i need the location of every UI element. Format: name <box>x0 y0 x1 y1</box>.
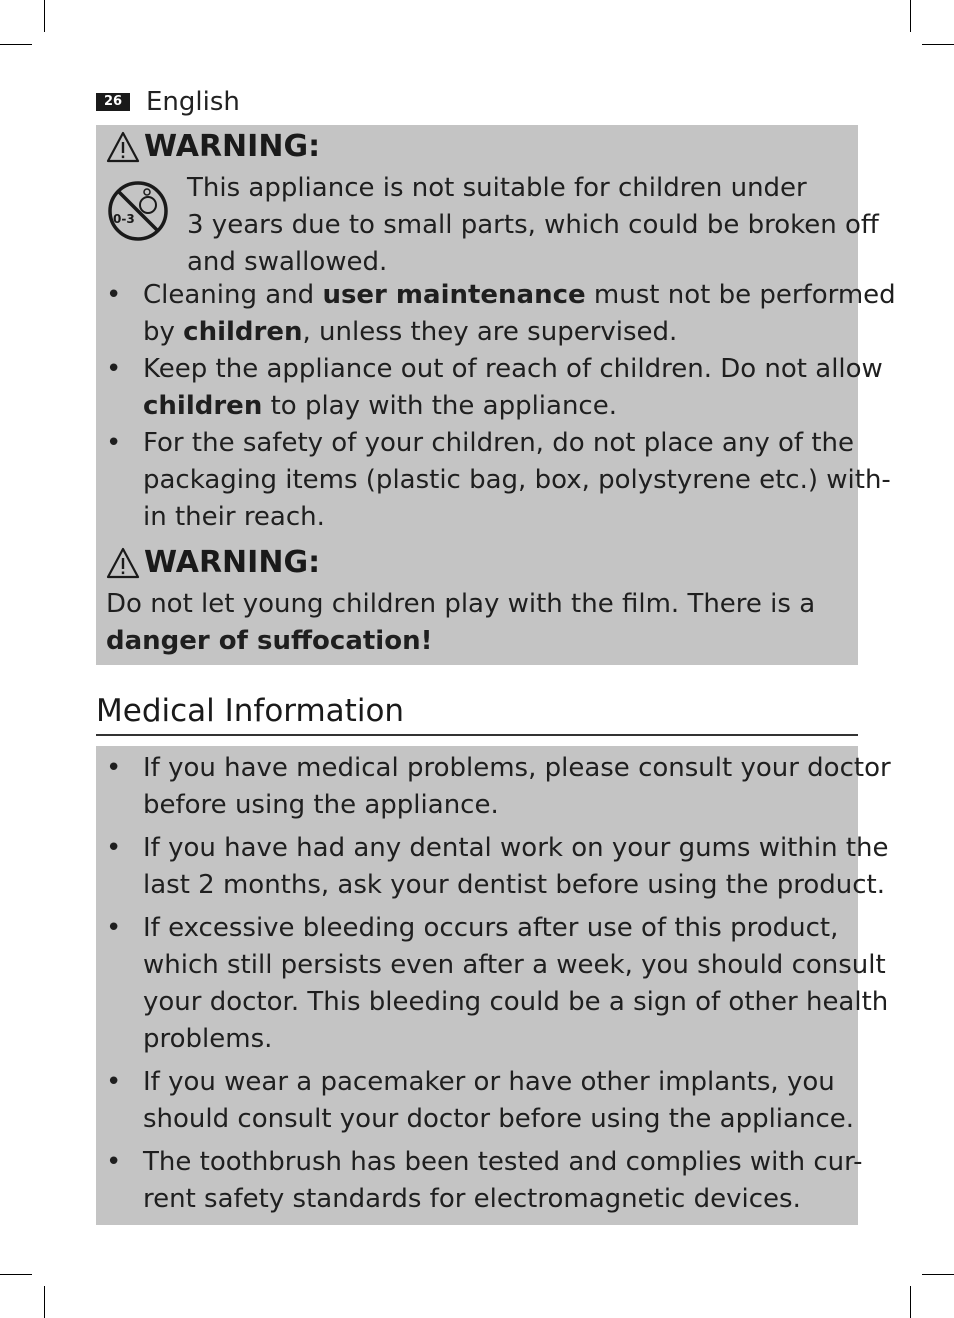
no-children-under-3-icon <box>106 179 170 243</box>
list-item-line: Keep the appliance out of reach of children. Do not allow <box>143 354 883 384</box>
language-label: English <box>146 87 240 117</box>
intro-line: and swallowed. <box>187 247 388 277</box>
list-item-line: For the safety of your children, do not place any of the <box>143 428 854 458</box>
warning-title: WARNING: <box>144 545 321 580</box>
list-item-line: If you wear a pacemaker or have other implants, you <box>143 1067 835 1097</box>
crop-mark <box>922 1274 954 1275</box>
crop-mark <box>922 44 954 45</box>
list-item-line: children to play with the appliance. <box>143 391 617 421</box>
warning-text: danger of suffocation! <box>106 626 433 656</box>
bullet: • <box>106 354 122 384</box>
crop-mark <box>44 1286 45 1318</box>
warning-heading <box>106 545 320 580</box>
crop-mark <box>0 44 32 45</box>
warning-box <box>96 125 896 665</box>
intro-line: This appliance is not suitable for children under <box>187 173 807 203</box>
list-item-line: which still persists even after a week, you should consult <box>143 950 886 980</box>
list-item-line: in their reach. <box>143 502 325 532</box>
bullet: • <box>106 1147 122 1177</box>
list-item-line: packaging items (plastic bag, box, polystyrene etc.) with- <box>143 465 891 495</box>
list-item-line: last 2 months, ask your dentist before using the product. <box>143 870 885 900</box>
bullet: • <box>106 1067 122 1097</box>
page-header <box>96 86 240 118</box>
crop-mark <box>910 1286 911 1318</box>
section-title: Medical Information <box>96 690 858 736</box>
list-item-line: If you have had any dental work on your gums within the <box>143 833 889 863</box>
list-item-line: should consult your doctor before using the appliance. <box>143 1104 855 1134</box>
bullet: • <box>106 833 122 863</box>
crop-mark <box>0 1274 32 1275</box>
list-item-line: problems. <box>143 1024 273 1054</box>
bullet: • <box>106 280 122 310</box>
bullet: • <box>106 913 122 943</box>
bullet: • <box>106 428 122 458</box>
age-range-label: 0-3 <box>113 212 135 226</box>
crop-mark <box>44 0 45 32</box>
page-number: 26 <box>96 93 130 111</box>
crop-mark <box>910 0 911 32</box>
list-item-line: your doctor. This bleeding could be a sign of other health <box>143 987 889 1017</box>
list-item-line: The toothbrush has been tested and complies with cur- <box>143 1147 863 1177</box>
warning-title: WARNING: <box>144 129 321 164</box>
bullet: • <box>106 753 122 783</box>
list-item-line: Cleaning and user maintenance must not be performed <box>143 280 896 310</box>
warning-triangle-icon <box>106 131 140 163</box>
list-item-line: If you have medical problems, please consult your doctor <box>143 753 891 783</box>
list-item-line: If excessive bleeding occurs after use of this product, <box>143 913 839 943</box>
warning-text: Do not let young children play with the film. There is a <box>106 589 816 619</box>
intro-line: 3 years due to small parts, which could be broken off <box>187 210 879 240</box>
warning-heading <box>106 129 320 164</box>
medical-info-box <box>96 746 891 1225</box>
list-item-line: by children, unless they are supervised. <box>143 317 678 347</box>
list-item-line: rent safety standards for electromagnetic devices. <box>143 1184 801 1214</box>
warning-triangle-icon <box>106 547 140 579</box>
list-item-line: before using the appliance. <box>143 790 499 820</box>
